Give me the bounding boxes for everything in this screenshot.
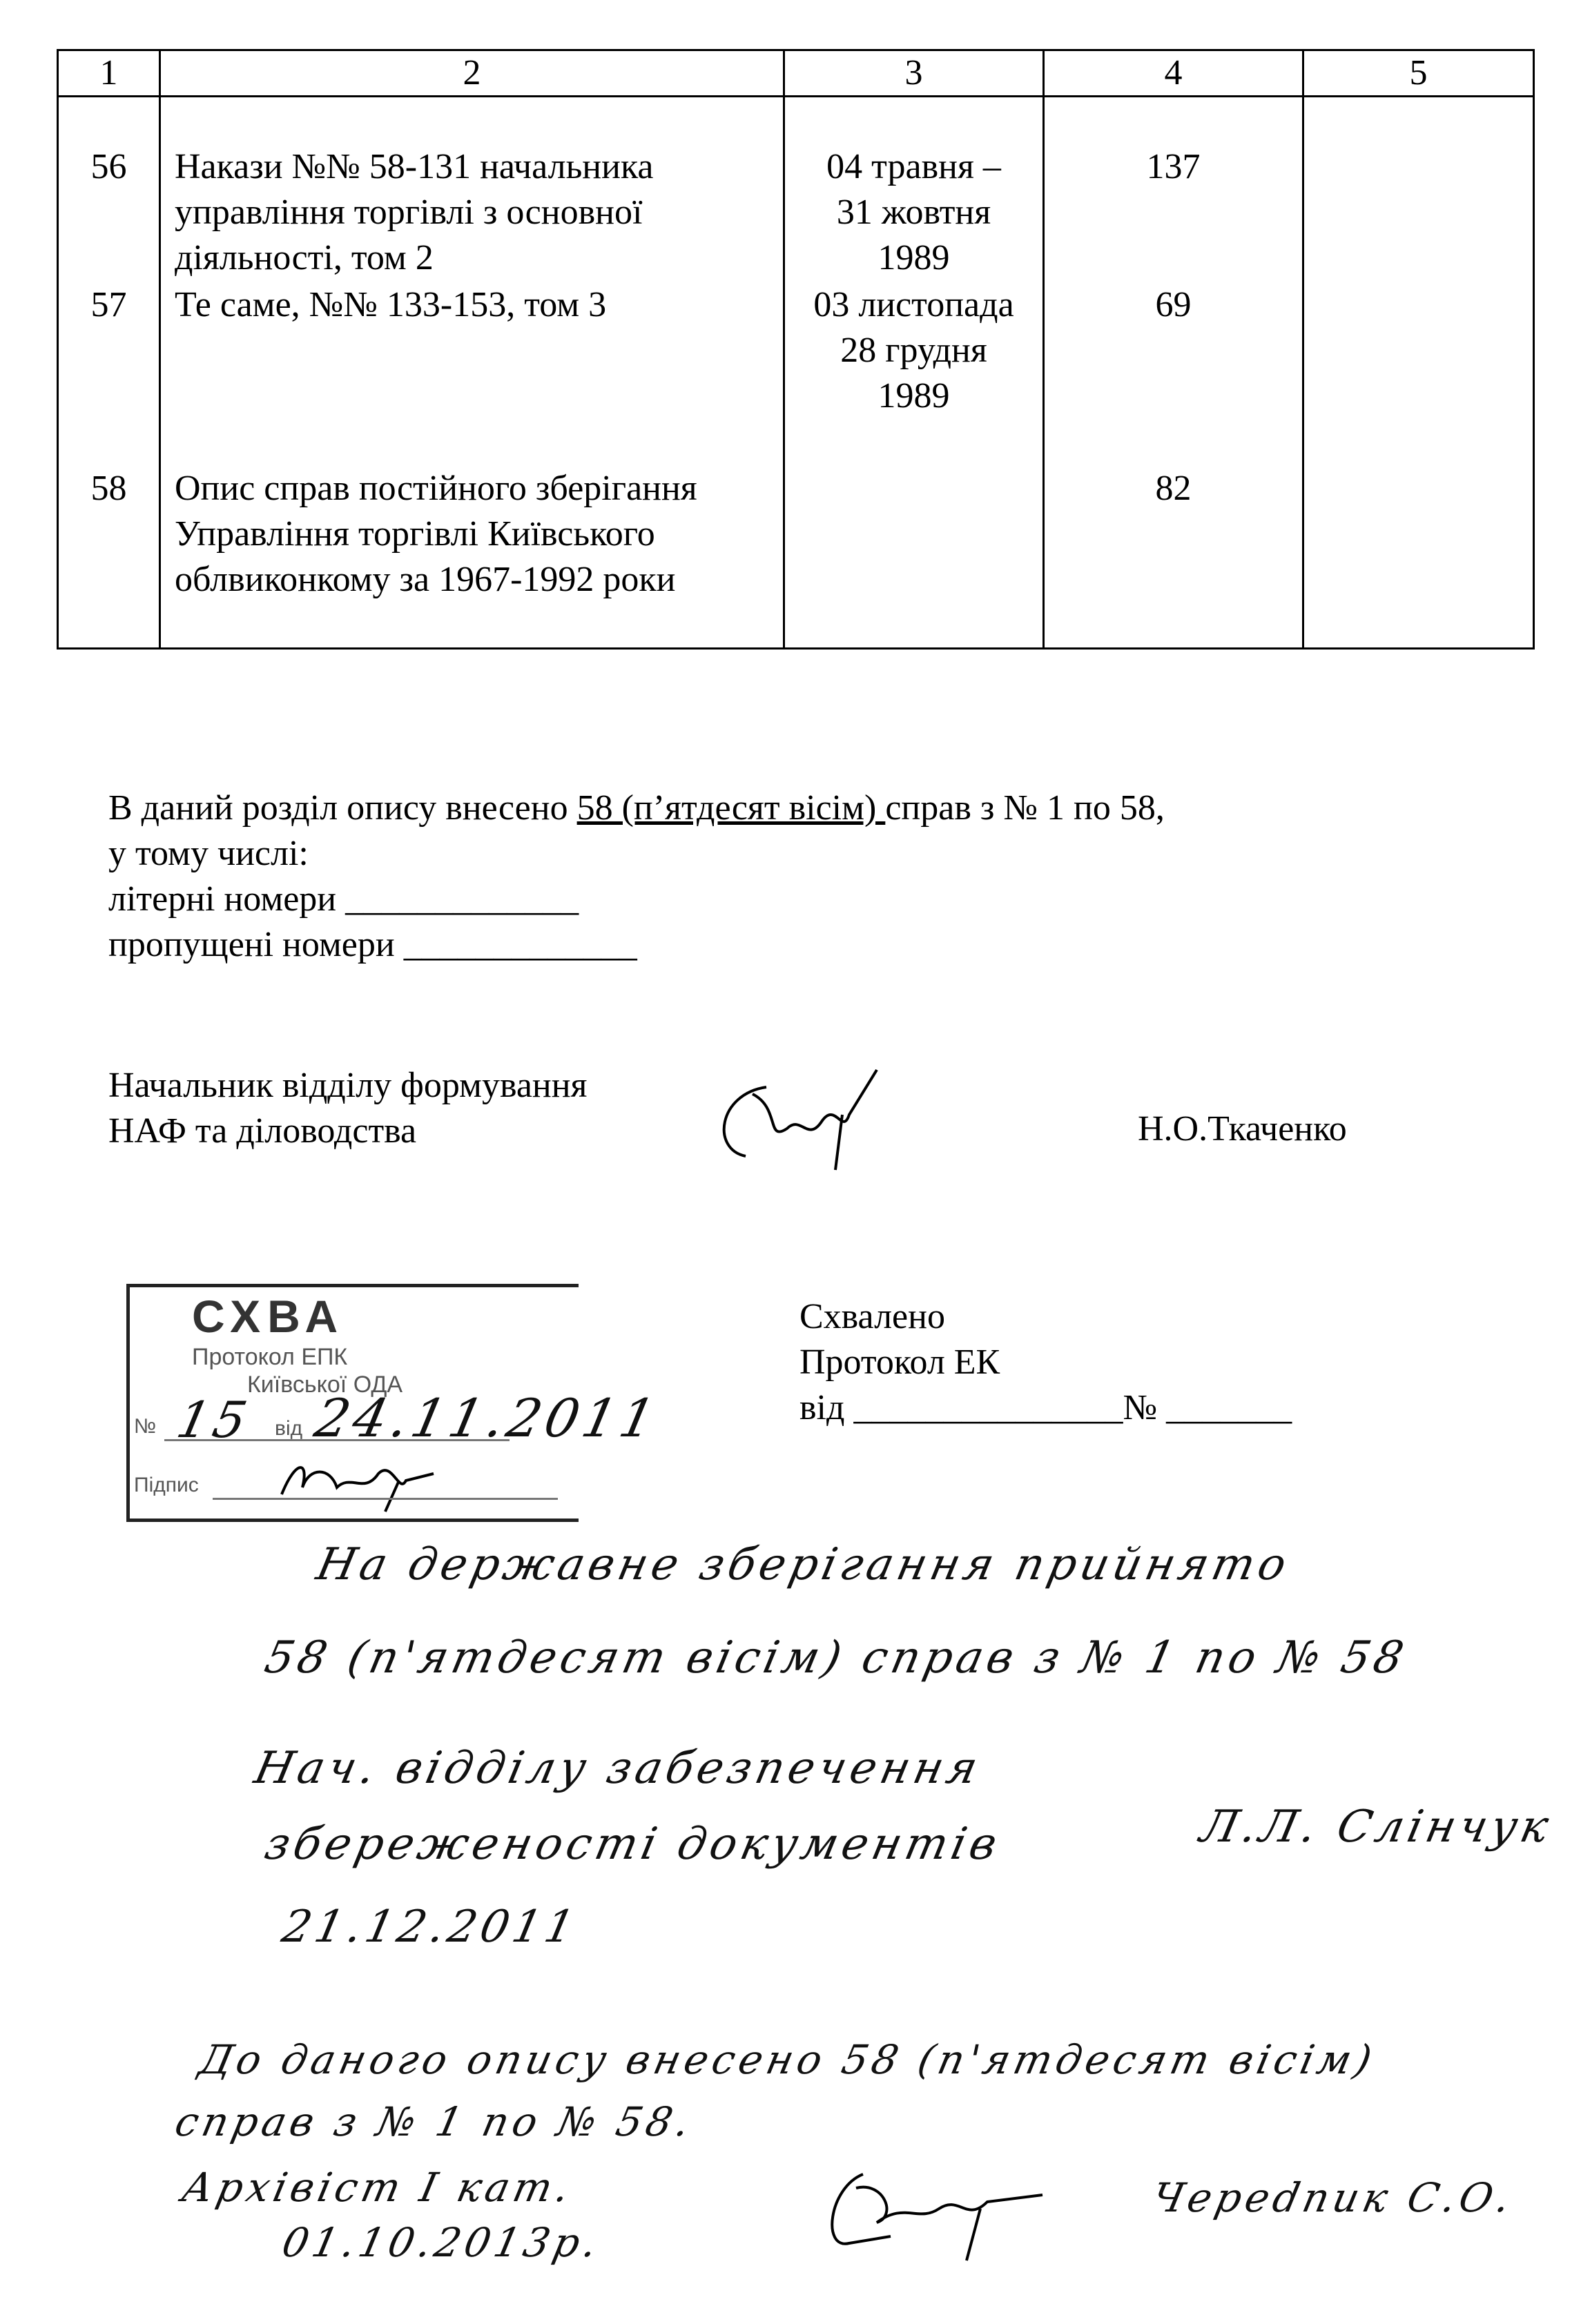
title-line: Управління торгівлі Київського [175,514,655,554]
approval-line: Протокол ЕК [799,1342,1000,1382]
date-line: 03 листопада [813,284,1014,324]
summary-count: 58 (п’ятдесят вісім) [576,788,886,828]
column-header: 1 [58,50,160,97]
sheet-count: 137 [1044,97,1303,282]
approval-block [799,1294,1292,1431]
approval-line: від _______________№ _______ [799,1388,1292,1427]
table-row [58,97,1534,282]
stamp-date: 24.11.2011 [309,1387,665,1449]
table-row [58,466,1534,649]
position-line: Начальник відділу формування [108,1066,588,1105]
handwritten-line: До даного опису внесено 58 (п'ятдесят вісім) [195,2036,1380,2083]
title-line: діяльності, том 2 [175,238,434,277]
title-line: Те саме, №№ 133-153, том 3 [175,284,607,324]
title-line: Накази №№ 58-131 начальника [175,147,654,186]
note [1303,466,1534,649]
table-row [58,282,1534,466]
summary-text: В даний розділ опису внесено [108,788,577,828]
file-dates [784,282,1044,466]
stamp-line: Протокол ЕПК [192,1344,348,1370]
date-line: 28 грудня [840,330,987,370]
column-header: 3 [784,50,1044,97]
handwritten-date: 01.10.2013р. [278,2219,605,2266]
sheet-count: 82 [1044,466,1303,649]
approval-stamp [126,1284,665,1522]
date-line: 1989 [877,375,950,416]
signature-mark [704,1066,891,1177]
title-line: управління торгівлі з основної [175,193,643,232]
file-title [160,466,784,649]
stamp-sign-label: Підпис [134,1474,199,1496]
table-header-row [58,50,1534,97]
date-line: 1989 [877,238,950,277]
file-title [160,97,784,282]
stamp-signature [268,1446,447,1515]
handwritten-line: збереженості документів [260,1819,1006,1870]
file-inventory-table [57,49,1535,650]
summary-text: справ з № 1 по 58, [885,788,1165,828]
note [1303,97,1534,282]
position-line: НАФ та діловодства [108,1111,417,1151]
date-line: 31 жовтня [836,193,991,232]
sheet-count: 69 [1044,282,1303,466]
summary-block [108,785,1165,968]
skipped-numbers-line: пропущені номери _____________ [108,925,637,964]
file-dates [784,97,1044,282]
row-number: 56 [58,97,160,282]
handwritten-line: Нач. відділу забезпечення [250,1743,987,1794]
summary-line: у тому числі: [108,834,309,873]
stamp-number-label: № [134,1415,157,1438]
stamp-number: 15 [172,1391,256,1449]
note [1303,282,1534,466]
column-header: 2 [160,50,784,97]
file-dates [784,466,1044,649]
column-header: 4 [1044,50,1303,97]
stamp-line: Київської ОДА [247,1371,403,1398]
row-number: 58 [58,466,160,649]
letter-numbers-line: літерні номери _____________ [108,879,579,919]
handwritten-line: справ з № 1 по № 58. [171,2098,698,2145]
approval-line: Схвалено [799,1297,945,1336]
stamp-date-label: від [275,1417,303,1440]
handwritten-line: На державне зберігання прийнято [312,1539,1295,1590]
summary-line [108,785,1165,831]
handwritten-date: 21.12.2011 [278,1902,583,1953]
column-header: 5 [1303,50,1534,97]
handwritten-signature-name: Черednик С.О. [1147,2174,1519,2221]
stamp-title: СХВА [192,1291,345,1342]
row-number: 57 [58,282,160,466]
title-line: облвиконкому за 1967-1992 роки [175,559,676,599]
signatory-position [108,1063,587,1154]
date-line: 04 травня – [826,147,1001,186]
title-line: Опис справ постійного зберігання [175,468,697,508]
handwritten-signature-name: Л.Л. Слінчук [1196,1801,1558,1853]
handwritten-signature [822,2160,1056,2264]
handwritten-line: Архівіст І кат. [177,2164,578,2211]
signatory-name: Н.О.Ткаченко [1138,1109,1347,1149]
handwritten-line: 58 (п'ятдесят вісім) справ з № 1 по № 58 [260,1632,1413,1683]
file-title [160,282,784,466]
